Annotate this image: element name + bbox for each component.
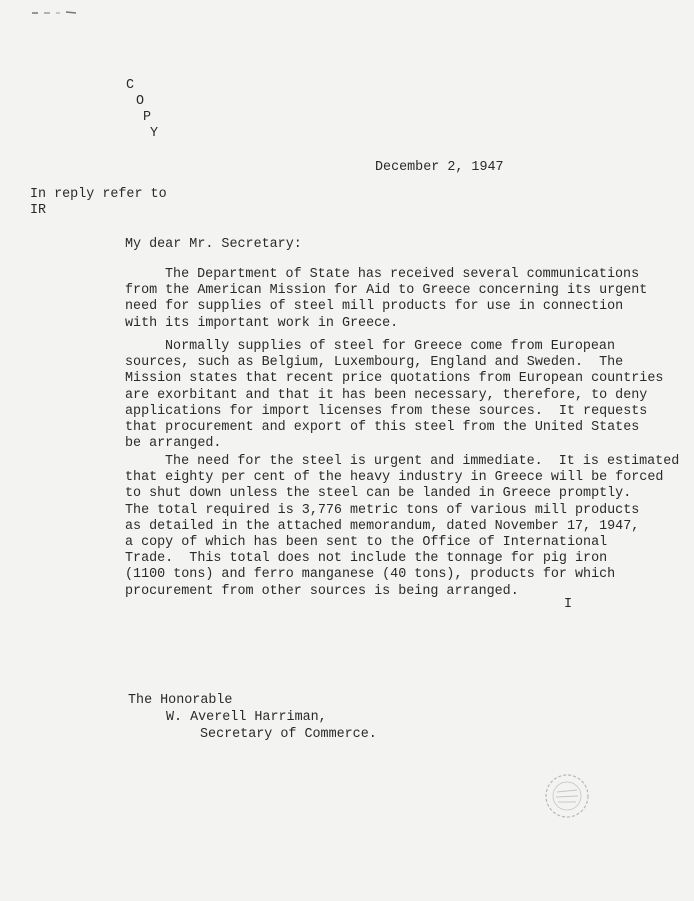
copy-letter-o: O [136, 94, 145, 109]
paragraph-line: The total required is 3,776 metric tons of various mill products [125, 502, 640, 518]
copy-letter-y: Y [150, 126, 159, 141]
copy-letter-p: P [143, 110, 152, 125]
addressee-title: Secretary of Commerce. [200, 727, 377, 742]
paragraph-line: Normally supplies of steel for Greece come from European [165, 339, 615, 354]
paragraph-line: (1100 tons) and ferro manganese (40 tons), products for which [125, 567, 616, 583]
paragraph-line: with its important work in Greece. [125, 315, 399, 331]
paragraph-3 [125, 454, 680, 600]
copy-letter-c: C [126, 78, 135, 93]
paragraph-line: The Department of State has received several communications [165, 267, 640, 282]
paragraph-line: Trade. This total does not include the tonnage for pig iron [125, 551, 608, 567]
paragraph-line: procurement from other sources is being arranged. [125, 583, 519, 599]
paragraph-line: a copy of which has been sent to the Office of International [125, 535, 608, 551]
paragraph-2 [125, 339, 664, 452]
paragraph-1 [125, 267, 648, 332]
paragraph-line: be arranged. [125, 436, 222, 452]
paragraph-line: The need for the steel is urgent and immediate. It is estimated [165, 454, 680, 469]
paragraph-line: to shut down unless the steel can be landed in Greece promptly. [125, 486, 632, 502]
ink-smudge-mark [30, 10, 80, 16]
salutation: My dear Mr. Secretary: [125, 237, 302, 252]
paragraph-line: sources, such as Belgium, Luxembourg, England and Sweden. The [125, 355, 624, 371]
page-continuation-marker: I [564, 597, 573, 612]
paragraph-line: that procurement and export of this steel from the United States [125, 420, 640, 436]
received-stamp-seal [543, 772, 591, 820]
paragraph-line: need for supplies of steel mill products for use in connection [125, 299, 624, 315]
paragraph-line: applications for import licenses from these sources. It requests [125, 403, 648, 419]
paragraph-line: from the American Mission for Aid to Greece concerning its urgent [125, 283, 648, 299]
addressee-name: W. Averell Harriman, [166, 710, 327, 725]
paragraph-line: Mission states that recent price quotations from European countries [125, 371, 664, 387]
paragraph-line: are exorbitant and that it has been necessary, therefore, to deny [125, 387, 648, 403]
paragraph-line: that eighty per cent of the heavy industry in Greece will be forced [125, 470, 664, 486]
reference-code: IR [30, 203, 47, 218]
reference-line-1: In reply refer to [30, 187, 167, 202]
addressee-line-1: The Honorable [128, 693, 233, 708]
paragraph-line: as detailed in the attached memorandum, dated November 17, 1947, [125, 518, 640, 534]
letter-date: December 2, 1947 [375, 160, 504, 175]
